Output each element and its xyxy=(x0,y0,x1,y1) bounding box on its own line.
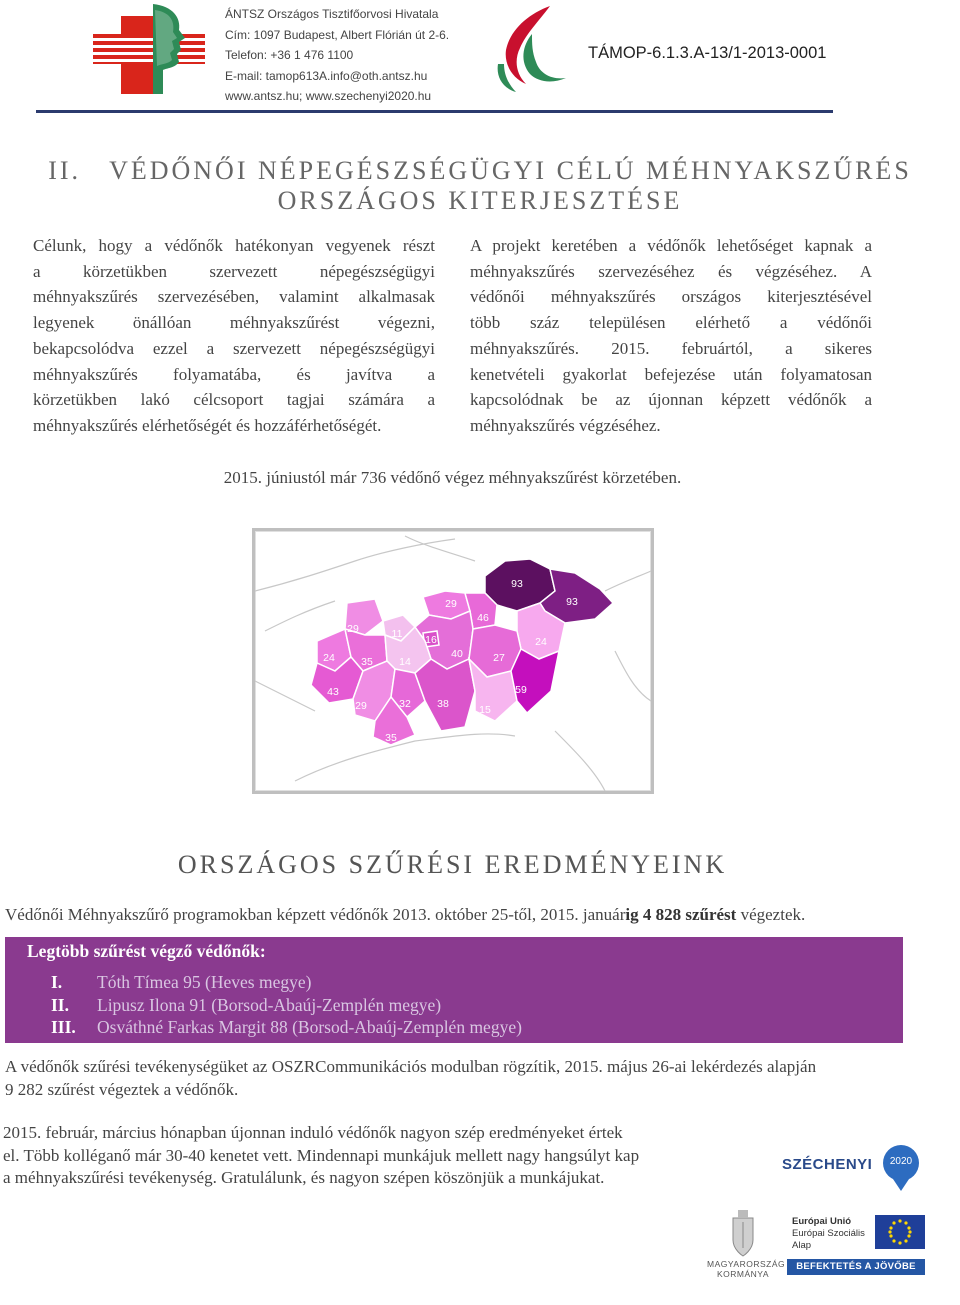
top-screeners-box xyxy=(5,937,903,1043)
map-label: 46 xyxy=(477,612,489,624)
antsz-logo xyxy=(93,4,215,94)
map-label: 40 xyxy=(451,648,463,660)
map-label: 14 xyxy=(399,656,411,668)
left-line: méhnyakszűrés elérhetőségét és hozzáférhetőségét. xyxy=(33,415,382,435)
szechenyi-year: 2020 xyxy=(889,1156,913,1167)
szechenyi-logo xyxy=(782,1143,922,1198)
left-line: Célunk, hogy a védőnők hatékonyan vegyenek részt xyxy=(33,236,435,255)
page-title-line2: ORSZÁGOS KITERJESZTÉSE xyxy=(277,186,683,215)
screener-rank: II. xyxy=(51,995,69,1015)
para-line: 2015. február, március hónapban újonnan induló védőnők nagyon szép eredményeket értek xyxy=(3,1123,623,1142)
map-label: 38 xyxy=(437,698,449,710)
left-line: méhnyakszűrés folyamatába, és javítva a xyxy=(33,364,435,384)
header-divider xyxy=(36,110,833,113)
header-address: Cím: 1097 Budapest, Albert Flórián út 2-6. xyxy=(225,27,450,42)
map-label: 15 xyxy=(479,704,491,716)
left-line: bekapcsolódva ezzel a szervezett népegészségügyi xyxy=(33,338,435,358)
screener-rank: I. xyxy=(51,972,63,992)
map-label: 29 xyxy=(355,700,367,712)
right-line: kapcsolódnak be az újonnan képzett védőnők a xyxy=(470,390,872,410)
para-line: A védőnők szűrési tevékenységüket az OSZRCommunikációs modulban rögzítik, 2015. május 26-ai lekérdezés alapján xyxy=(5,1057,817,1076)
hungary-county-map xyxy=(252,528,654,794)
gov-name xyxy=(707,1259,786,1279)
map-label: 29 xyxy=(445,598,457,610)
eu-text xyxy=(792,1216,865,1252)
results-suffix: végeztek. xyxy=(736,905,806,924)
szechenyi-pin xyxy=(893,1179,909,1191)
right-line: kenetvételi gyakorlat befejezése után folyamatosan xyxy=(470,364,872,384)
right-line: A projekt keretében a védőnők lehetőséget kapnak a xyxy=(470,236,872,255)
map-label: 35 xyxy=(361,656,373,668)
right-line: méhnyakszűrés. 2015. februártól, a sikeres xyxy=(470,338,872,358)
screener-row xyxy=(51,1017,522,1038)
screener-text: Tóth Tímea 95 (Heves megye) xyxy=(97,972,312,992)
page-title-line1: II. VÉDŐNŐI NÉPEGÉSZSÉGÜGYI CÉLÚ MÉHNYAKSZŰRÉS xyxy=(48,156,912,185)
map-label: 24 xyxy=(323,652,335,664)
left-column xyxy=(33,233,435,439)
para-line: a méhnyakszűrési tevékenység. Gratulálunk, és nagyon szépen köszönjük a munkájukat. xyxy=(3,1168,605,1187)
header-phone: Telefon: +36 1 476 1100 xyxy=(225,48,354,62)
eu-line2: Európai Szociális xyxy=(792,1228,865,1239)
government-crest xyxy=(728,1208,758,1258)
right-line: méhnyakszűrés szervezéséhez és végzéséhez. A xyxy=(470,261,872,281)
left-line: legyenek önállóan méhnyakszűrést végezni, xyxy=(33,313,435,333)
right-line: több száz településen elérhető a védőnői xyxy=(470,313,872,333)
june-statement: 2015. júniustól már 736 védőnő végez méhnyakszűrést körzetében. xyxy=(223,468,682,487)
eu-flag xyxy=(875,1215,925,1249)
screener-row xyxy=(51,972,311,993)
region-bacs xyxy=(415,659,475,731)
eu-banner: BEFEKTETÉS A JÖVŐBE xyxy=(787,1259,925,1275)
map-label: 29 xyxy=(347,623,359,635)
map-label: 16 xyxy=(425,634,437,646)
screener-row xyxy=(51,995,441,1016)
header-email[interactable]: E-mail: tamop613A.info@oth.antsz.hu xyxy=(225,68,428,83)
map-label: 93 xyxy=(566,596,578,608)
para-line: 9 282 szűrést végeztek a védőnők. xyxy=(5,1079,239,1099)
header-contact xyxy=(225,4,449,107)
szechenyi-badge xyxy=(883,1145,919,1181)
section-title: ORSZÁGOS SZŰRÉSI EREDMÉNYEINK xyxy=(177,850,728,879)
recording-paragraph xyxy=(5,1056,955,1101)
map-label: 27 xyxy=(493,652,505,664)
right-column xyxy=(470,233,872,439)
results-bold: ig 4 828 szűrést xyxy=(625,905,737,924)
right-line: védőnői méhnyakszűrés országos kiterjesztésével xyxy=(470,287,872,307)
top-screeners-heading: Legtöbb szűrést végző védőnők: xyxy=(27,941,266,961)
eu-line1: Európai Unió xyxy=(792,1216,852,1227)
results-paragraph xyxy=(3,1122,723,1190)
map-label: 59 xyxy=(515,684,527,696)
project-code: TÁMOP-6.1.3.A-13/1-2013-0001 xyxy=(588,44,827,62)
header-org: ÁNTSZ Országos Tisztifőorvosi Hivatala xyxy=(225,7,439,21)
left-line: a körzetükben szervezett népegészségügyi xyxy=(33,261,435,281)
results-prefix: Védőnői Méhnyakszűrő programokban képzett védőnők 2013. október 25-től, 2015. január xyxy=(5,905,626,924)
szechenyi-text: SZÉCHENYI xyxy=(782,1156,873,1173)
swirl-logo xyxy=(492,4,572,96)
para-line: el. Több kolléganő már 30-40 kenetet vett. Mindennapi munkájuk mellett nagy hangsúlyt kap xyxy=(3,1145,640,1165)
map-label: 24 xyxy=(535,636,547,648)
right-line: méhnyakszűrés végzéséhez. xyxy=(470,415,661,435)
left-line: méhnyakszűrés szervezésében, valamint alkalmasak xyxy=(33,287,435,307)
map-label: 43 xyxy=(327,686,339,698)
map-label: 32 xyxy=(399,698,411,710)
region-bekes xyxy=(511,649,559,713)
header-web[interactable]: www.antsz.hu; www.szechenyi2020.hu xyxy=(225,89,432,103)
left-line: körzetükben lakó célcsoport tagjai számára a xyxy=(33,390,435,410)
gov-line2: KORMÁNYA xyxy=(716,1269,770,1279)
screener-text: Lipusz Ilona 91 (Borsod-Abaúj-Zemplén megye) xyxy=(97,995,442,1015)
results-line xyxy=(5,904,955,927)
screener-rank: III. xyxy=(51,1017,76,1037)
screener-text: Osváthné Farkas Margit 88 (Borsod-Abaúj-Zemplén megye) xyxy=(97,1017,522,1037)
eu-logo-block xyxy=(787,1213,927,1279)
map-label: 93 xyxy=(511,578,523,590)
map-label: 35 xyxy=(385,732,397,744)
map-label: 11 xyxy=(391,628,403,640)
eu-line3: Alap xyxy=(792,1240,812,1251)
gov-line1: MAGYARORSZÁG xyxy=(707,1259,786,1269)
